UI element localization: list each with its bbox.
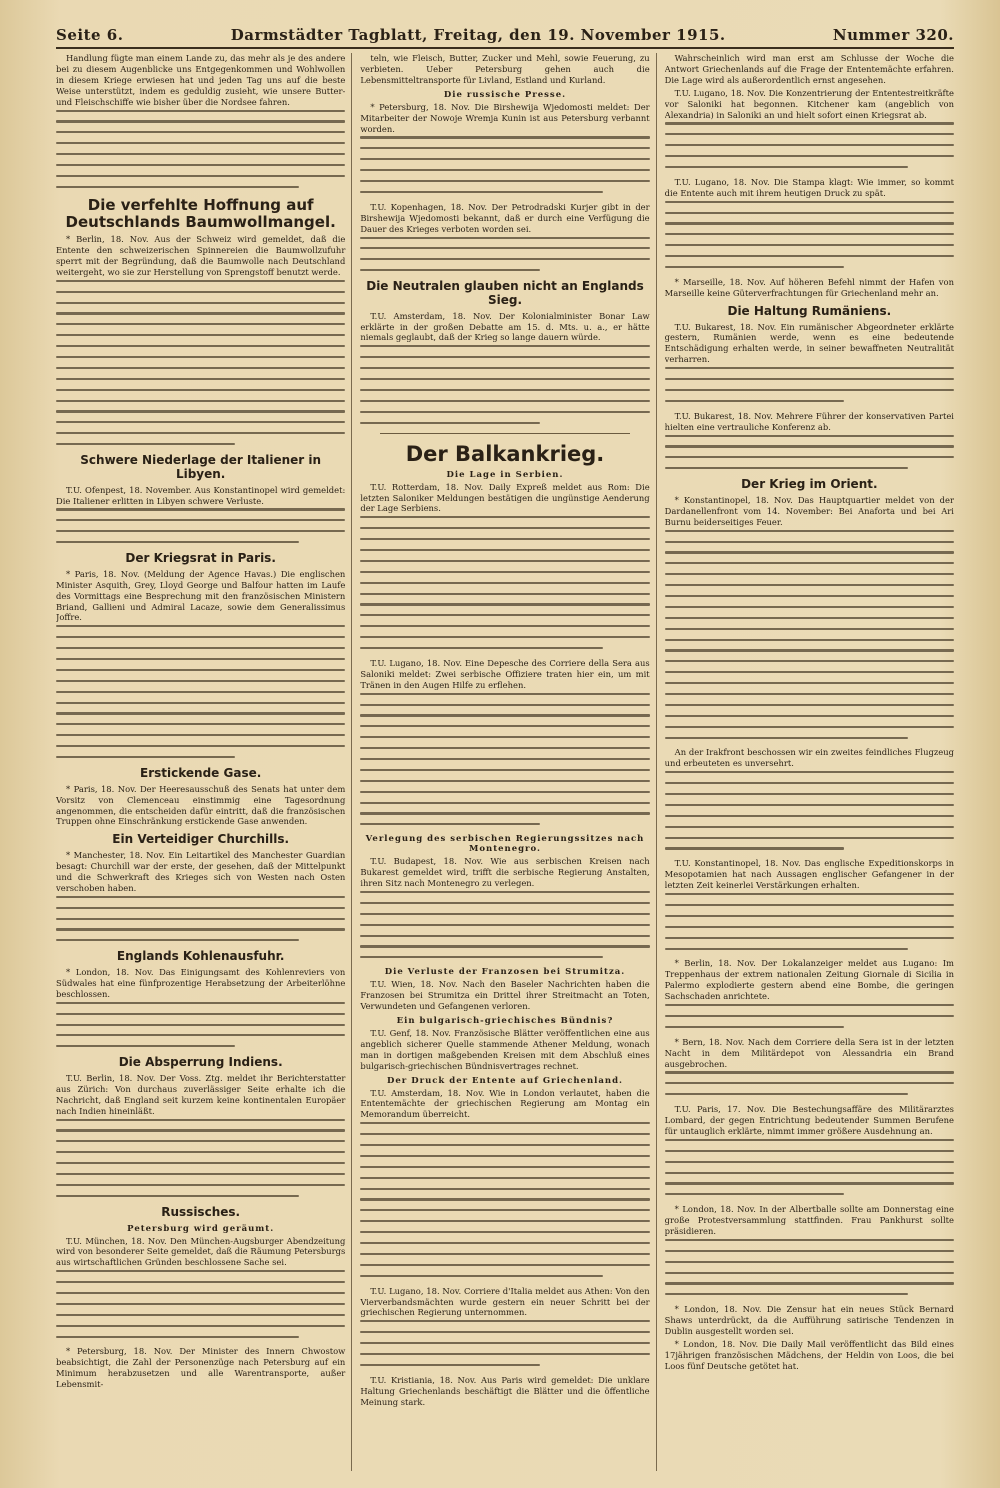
- subheadline: Verlegung des serbischen Regierungssitzes nach Montenegro.: [365, 834, 645, 855]
- text-block: [56, 1002, 345, 1048]
- article-text: T.U. Genf, 18. Nov. Französische Blätter veröffentlichen eine aus angeblich sicherer Quelle stammende Athener Meldung, wonach man in dortigen maßgebenden Kreisen mit dem Abschluß eines bulgarisch-griechischen Bündnisvertrages rechnet.: [360, 1027, 650, 1071]
- article-text: * Bern, 18. Nov. Nach dem Corriere della Sera ist in der letzten Nacht in dem Militärdepot von Alessandria ein Brand ausgebrochen.: [664, 1036, 954, 1069]
- article-text: teln, wie Fleisch, Butter, Zucker und Mehl, sowie Feuerung, zu verbieten. Ueber Petersburg gehen auch die Lebensmitteltransporte für Livland, Estland und Kurland.: [360, 53, 650, 85]
- article-text: T.U. Kristiania, 18. Nov. Aus Paris wird gemeldet: Die unklare Haltung Griechenlands beschäftigt die Blätter und die öffentliche Meinung stark.: [360, 1374, 650, 1407]
- headline: Erstickende Gase.: [140, 765, 262, 780]
- text-block: [665, 1071, 954, 1095]
- article-text: * Konstantinopel, 18. Nov. Das Hauptquartier meldet von der Dardanellenfront vom 14. November: Bei Anaforta und bei Ari Burnu beiderseitiges Feuer.: [664, 494, 954, 527]
- article-text: * London, 18. Nov. Die Daily Mail veröffentlicht das Bild eines 17jährigen französischen Mädchens, der Heldin von Loos, die bei Loos fünf Deutsche getötet hat.: [664, 1338, 954, 1371]
- article-text: * Paris, 18. Nov. (Meldung der Agence Havas.) Die englischen Minister Asquith, Grey, Lloyd George und Balfour hatten im Laufe des Vormittags eine Besprechung mit den französischen Ministern Briand, Gallieni und Admiral Lacaze, sowie dem Generalissimus Joffre.: [56, 568, 346, 623]
- subheadline: Der Druck der Entente auf Griechenland.: [387, 1075, 623, 1086]
- text-block: [360, 1320, 649, 1366]
- text-block: [665, 201, 954, 268]
- headline: Der Krieg im Orient.: [741, 477, 878, 492]
- article-text: T.U. Paris, 17. Nov. Die Bestechungsaffäre des Militärarztes Lombard, der gegen Entrichtung bedeutender Summen Berufene für untauglich erklärte, nimmt immer größere Ausdehnung an.: [664, 1104, 954, 1136]
- text-block: [665, 1139, 954, 1196]
- text-block: [56, 1270, 345, 1337]
- page-number: Seite 6.: [56, 26, 124, 44]
- text-block: [665, 1004, 954, 1028]
- text-block: [665, 122, 954, 168]
- article-text: T.U. Kopenhagen, 18. Nov. Der Petrodradski Kurjer gibt in der Birshewija Wjedomosti bekannt, daß er durch eine Verfügung die Dauer des Krieges verboten worden sei.: [360, 201, 650, 234]
- headline: Die Absperrung Indiens.: [118, 1055, 283, 1070]
- text-block: [665, 771, 954, 849]
- column-3: [665, 53, 954, 1471]
- article-text: T.U. Amsterdam, 18. Nov. Der Kolonialminister Bonar Law erklärte in der großen Debatte am 15. d. Mts. u. a., er hätte niemals geglaubt, daß der Krieg so lange dauern würde.: [360, 310, 650, 343]
- text-block: [665, 530, 954, 739]
- article-text: T.U. Berlin, 18. Nov. Der Voss. Ztg. meldet ihr Berichterstatter aus Zürich: Von durchaus zuverlässiger Seite erhalte ich die Nachricht, daß England seit kurzem keine kontinentalen Europäer nach Indien hineinläßt.: [56, 1072, 346, 1116]
- article-text: * London, 18. Nov. In der Albertballe sollte am Donnerstag eine große Protestversammlung stattfinden. Frau Pankhurst sollte präsidieren.: [664, 1204, 954, 1236]
- text-block: [56, 896, 345, 942]
- article-text: T.U. Lugano, 18. Nov. Eine Depesche des Corriere della Sera aus Saloniki meldet: Zwei serbische Offiziere traten hier ein, um mit Tränen in den Augen Hilfe zu erflehen.: [360, 657, 650, 690]
- article-text: T.U. Lugano, 18. Nov. Corriere d'Italia meldet aus Athen: Von den Vierverbandsmächten wurde gestern ein neuer Schritt bei der griechischen Regierung unternommen.: [360, 1285, 650, 1318]
- article-text: T.U. Bukarest, 18. Nov. Mehrere Führer der konservativen Partei hielten eine vertrauliche Konferenz ab.: [664, 410, 954, 432]
- headline: Schwere Niederlage der Italiener in Libyen.: [80, 453, 322, 481]
- columns: [56, 53, 954, 1471]
- subheadline: Die Lage in Serbien.: [446, 469, 564, 480]
- text-block: [56, 625, 345, 758]
- text-block: [360, 1122, 649, 1277]
- text-block: [360, 516, 649, 649]
- text-block: [360, 693, 649, 826]
- article-text: T.U. Wien, 18. Nov. Nach den Baseler Nachrichten haben die Franzosen bei Strumitza ein Drittel ihrer Streitmacht an Toten, Verwundeten und Gefangenen verloren.: [360, 979, 650, 1011]
- article-text: T.U. Konstantinopel, 18. Nov. Das englische Expeditionskorps in Mesopotamien hat nach Aussagen englischer Gefangener in der letzten Zeit keinerlei Verstärkungen erhalten.: [664, 858, 954, 891]
- text-block: [665, 1239, 954, 1296]
- article-text: An der Irakfront beschossen wir ein zweites feindliches Flugzeug und erbeuteten es unversehrt.: [664, 747, 954, 769]
- article-text: T.U. Lugano, 18. Nov. Die Konzentrierung der Ententestreitkräfte vor Saloniki hat begonnen. Kitchener kam (angeblich von Alexandria) in Saloniki an und hielt sofort einen Kriegsrat ab.: [664, 87, 954, 120]
- text-block: [360, 345, 649, 423]
- text-block: [665, 893, 954, 950]
- divider: [380, 433, 629, 434]
- text-block: [360, 237, 649, 272]
- headline: Die verfehlte Hoffnung auf Deutschlands Baumwollmangel.: [65, 195, 336, 231]
- article-text: T.U. Lugano, 18. Nov. Die Stampa klagt: Wie immer, so kommt die Entente auch mit ihrem heutigen Druck zu spät.: [664, 176, 954, 198]
- article-text: * Berlin, 18. Nov. Der Lokalanzeiger meldet aus Lugano: Im Treppenhaus der extrem nationalen Zeitung Giornale di Sicilia in Palermo explodierte gestern abend eine Bombe, die geringen Sachschaden anrichtete.: [664, 958, 954, 1002]
- article-text: * Marseille, 18. Nov. Auf höheren Befehl nimmt der Hafen von Marseille keine Güterverfrachtungen für Griechenland mehr an.: [664, 276, 954, 298]
- text-block: [360, 136, 649, 193]
- headline: Die Neutralen glauben nicht an Englands Sieg.: [366, 279, 644, 307]
- article-text: * Paris, 18. Nov. Der Heeresausschuß des Senats hat unter dem Vorsitz von Clemenceau einstimmig eine Tagesordnung angenommen, die entscheiden dafür eintritt, daß die französischen Truppen ohne Einschränkung erstickende Gase anwenden.: [56, 783, 346, 827]
- text-block: [665, 435, 954, 470]
- issue-number: Nummer 320.: [832, 26, 954, 44]
- column-1: [56, 53, 352, 1471]
- article-text: T.U. München, 18. Nov. Den München-Augsburger Abendzeitung wird von besonderer Seite gemeldet, daß die Räumung Petersburgs aus wirtschaftlichen Gründen beschlossene Sache sei.: [56, 1235, 346, 1268]
- column-2: [360, 53, 656, 1471]
- article-text: * London, 18. Nov. Das Einigungsamt des Kohlenreviers von Südwales hat eine fünfprozentige Herabsetzung der Arbeiterlöhne beschlossen.: [56, 967, 346, 999]
- article-text: * Petersburg, 18. Nov. Der Minister des Innern Chwostow beabsichtigt, die Zahl der Personenzüge nach Petersburg auf ein Minimum herabzusetzen und alle Warentransporte, außer Lebensmit-: [56, 1346, 346, 1390]
- headline: Der Balkankrieg.: [405, 441, 605, 466]
- text-block: [56, 508, 345, 543]
- article-text: * Petersburg, 18. Nov. Die Birshewija Wjedomosti meldet: Der Mitarbeiter der Nowoje Wremja Kunin ist aus Petersburg verbannt worden.: [360, 101, 650, 134]
- subheadline: Die russische Presse.: [443, 89, 567, 100]
- text-block: [56, 280, 345, 445]
- text-block: [360, 891, 649, 958]
- article-text: T.U. Amsterdam, 18. Nov. Wie in London verlautet, haben die Ententemächte der griechischen Regierung am Montag ein Memorandum überreicht.: [360, 1087, 650, 1120]
- headline: Der Kriegsrat in Paris.: [125, 551, 276, 565]
- headline: Russisches.: [161, 1204, 241, 1219]
- article-text: Handlung fügte man einem Lande zu, das mehr als je des andere bei zu diesem Augenblicke uns Entgegenkommen und Wohlwollen in diesem Kriege erwiesen hat und jeden Tag uns auf die beste Weise unterstützt, indem es geduldig zusieht, wie unsere Butter- und Fleischschiffe wie bisher über die Nordsee fahren.: [56, 53, 346, 107]
- article-text: T.U. Bukarest, 18. Nov. Ein rumänischer Abgeordneter erklärte gestern, Rumänien werde, wenn es eine bedeutende Entschädigung erhalten werde, in seiner bewaffneten Neutralität verharren.: [664, 321, 954, 365]
- running-head: [56, 26, 954, 49]
- subheadline: Die Verluste der Franzosen bei Strumitza.: [384, 967, 626, 978]
- text-block: [56, 1119, 345, 1197]
- article-text: T.U. Rotterdam, 18. Nov. Daily Expreß meldet aus Rom: Die letzten Saloniker Meldungen bestätigen die ungünstige Aenderung der Lage Serbiens.: [360, 481, 650, 514]
- text-block: [665, 367, 954, 402]
- article-text: T.U. Ofenpest, 18. November. Aus Konstantinopel wird gemeldet: Die Italiener erlitten in Libyen schwere Verluste.: [56, 484, 346, 506]
- subheadline: Ein bulgarisch-griechisches Bündnis?: [396, 1015, 614, 1026]
- headline: Die Haltung Rumäniens.: [727, 303, 892, 318]
- headline: Englands Kohlenausfuhr.: [116, 949, 285, 964]
- headline: Ein Verteidiger Churchills.: [112, 832, 290, 847]
- subheadline: Petersburg wird geräumt.: [127, 1223, 275, 1234]
- text-block: [56, 110, 345, 188]
- masthead: Darmstädter Tagblatt, Freitag, den 19. November 1915.: [230, 26, 726, 44]
- article-text: * Berlin, 18. Nov. Aus der Schweiz wird gemeldet, daß die Entente den schweizerischen Spinnereien die Baumwollzufuhr sperrt mit der Begründung, daß die Baumwolle nach Deutschland weitergeht, wo sie zur Herstellung von Sprengstoff benutzt werde.: [56, 234, 346, 277]
- article-text: * Manchester, 18. Nov. Ein Leitartikel des Manchester Guardian besagt: Churchill war der erste, der gesehen, daß der Mittelpunkt und die Schwerkraft des Krieges sich von Westen nach Osten verschoben haben.: [56, 850, 346, 893]
- article-text: Wahrscheinlich wird man erst am Schlusse der Woche die Antwort Griechenlands auf die Frage der Ententemächte erfahren. Die Lage wird als außerordentlich ernst angesehen.: [664, 53, 954, 85]
- article-text: T.U. Budapest, 18. Nov. Wie aus serbischen Kreisen nach Bukarest gemeldet wird, trifft die serbische Regierung Anstalten, ihren Sitz nach Montenegro zu verlegen.: [360, 856, 650, 889]
- article-text: * London, 18. Nov. Die Zensur hat ein neues Stück Bernard Shaws unterdrückt, da die Aufführung satirische Tendenzen in Dublin ausgestellt worden sei.: [664, 1304, 954, 1337]
